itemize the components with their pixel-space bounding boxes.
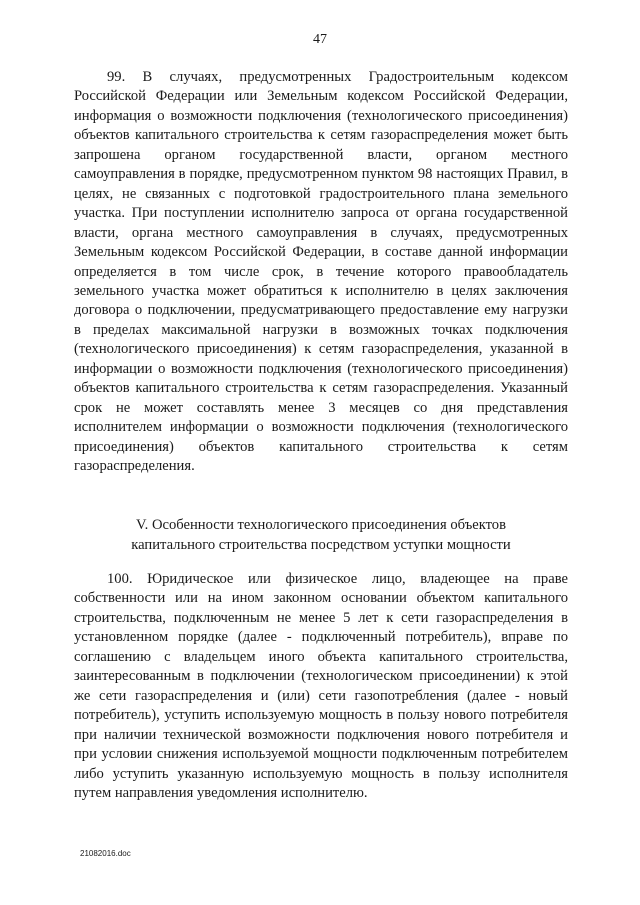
paragraph-100: 100. Юридическое или физическое лицо, владеющее на праве собственности или на ином законном основании объектом капитального строительства, подключенным не менее 5 лет к сети газораспределения в установленном порядке (далее - подключенный потребитель), вправе по соглашению с владельцем иного объекта капитального строительства, заинтересованным в подключении (технологическом присоединении) к этой же сети газораспределения и (или) сети газопотребления (далее - новый потребитель), уступить используемую мощность в пользу нового потребителя при наличии технической возможности подключения нового потребителя и при условии снижения используемой мощности подключенным потребителем либо уступить указанную используемую мощность в пользу исполнителя путем направления уведомления исполнителю.	[74, 571, 568, 801]
footer-file-code: 21082016.doc	[80, 849, 131, 858]
paragraph-99: 99. В случаях, предусмотренных Градостроительным кодексом Российской Федерации или Земельным кодексом Российской Федерации, информация о возможности подключения (технологического присоединения) объектов капитального строительства к сетям газораспределения может быть запрошена органом государственной власти, органом местного самоуправления в порядке, предусмотренном пунктом 98 настоящих Правил, в целях, не связанных с подготовкой градостроительного плана земельного участка. При поступлении исполнителю запроса от органа государственной власти, органа местного самоуправления в случаях, предусмотренных Земельным кодексом Российской Федерации, в составе данной информации определяется в том числе срок, в течение которого правообладатель земельного участка может обратиться к исполнителю в целях заключения договора о подключении, предусматривающего предоставление ему нагрузки в пределах максимальной нагрузки в возможных точках подключения (технологического присоединения) к сетям газораспределения, указанной в информации о возможности подключения (технологического присоединения) объектов капитального строительства к сетям газораспределения. Указанный срок не может составлять менее 3 месяцев со дня представления исполнителем информации о возможности подключения (технологического присоединения) объектов капитального строительства к сетям газораспределения.	[74, 69, 568, 475]
page-number: 47	[313, 32, 327, 47]
section-heading-line-2: капитального строительства посредством уступки мощности	[131, 537, 511, 553]
section-heading	[74, 515, 568, 555]
section-heading-line-1: V. Особенности технологического присоединения объектов	[135, 517, 506, 533]
